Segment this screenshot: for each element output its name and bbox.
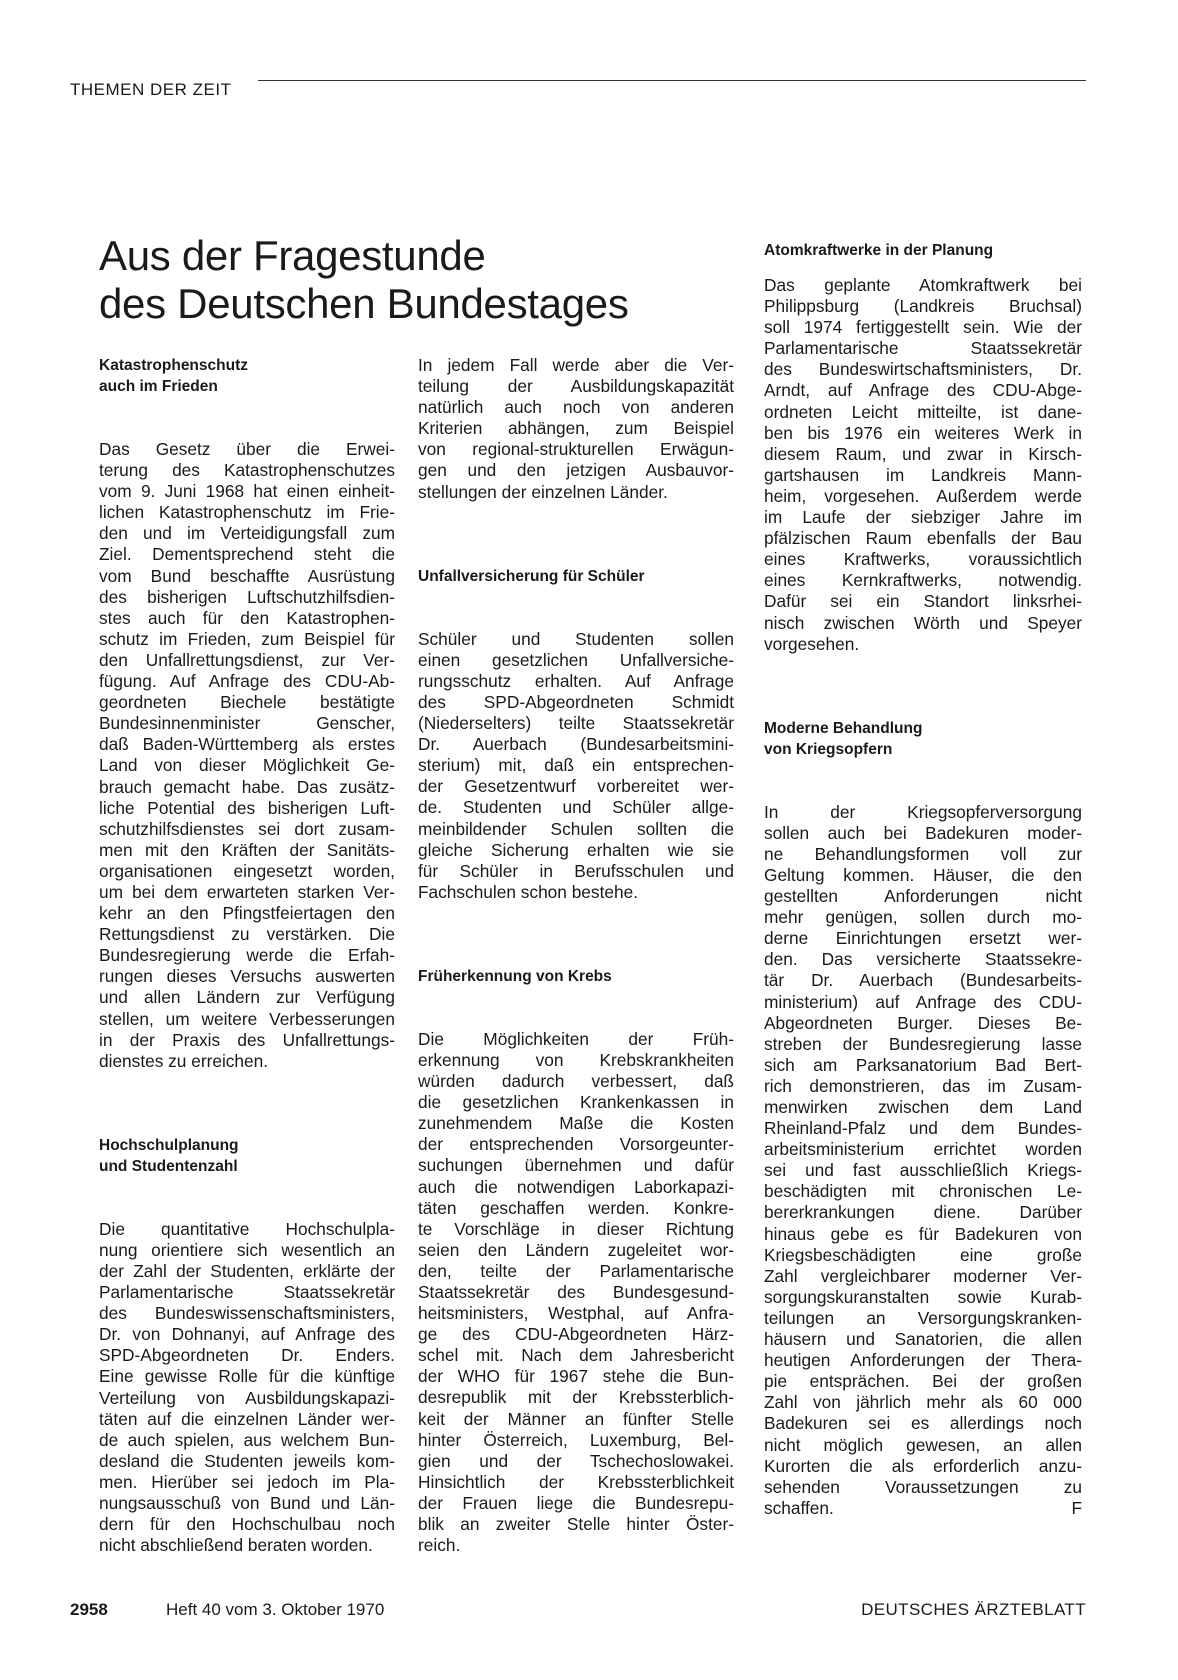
text-line: in der Praxis des Unfallrettungs-	[99, 1029, 395, 1050]
text-line: der WHO für 1967 stehe die Bun-	[418, 1366, 734, 1387]
text-line: SPD-Abgeordneten Dr. Enders.	[99, 1345, 395, 1366]
page-number: 2958	[70, 1600, 108, 1619]
text-line: Die quantitative Hochschulpla-	[99, 1218, 395, 1239]
text-line: Hinsichtlich der Krebssterblichkeit	[418, 1471, 734, 1492]
text-line: stellen, um weitere Verbesserungen	[99, 1008, 395, 1029]
text-line: derne Einrichtungen ersetzt wer-	[764, 928, 1082, 949]
text-line: Zahl vergleichbarer moderner Ver-	[764, 1265, 1082, 1286]
text-line: dern für den Hochschulbau noch	[99, 1514, 395, 1535]
text-line: sorgungskuranstalten sowie Kurab-	[764, 1286, 1082, 1307]
subheading-atomkraftwerke: Atomkraftwerke in der Planung	[764, 242, 994, 259]
text-line: Parlamentarische Staatssekretär	[99, 1282, 395, 1303]
paragraph	[99, 439, 395, 1072]
subheading-line: von Kriegsopfern	[764, 740, 893, 758]
text-line: um bei dem erwarteten starken Ver-	[99, 881, 395, 902]
text-line: des SPD-Abgeordneten Schmidt	[418, 691, 734, 712]
text-line: desrepublik mit der Krebssterblich-	[418, 1387, 734, 1408]
column-2	[418, 355, 734, 1556]
text-line: Die Möglichkeiten der Früh-	[418, 1028, 734, 1049]
article-title	[99, 232, 739, 328]
text-line: daß Baden-Württemberg als erstes	[99, 734, 395, 755]
text-line: häusern und Sanatorien, die allen	[764, 1329, 1082, 1350]
text-line: Bundesinnenminister Genscher,	[99, 713, 395, 734]
text-line: desland die Studenten jeweils kom-	[99, 1450, 395, 1471]
text-line: In jedem Fall werde aber die Ver-	[418, 355, 734, 375]
title-line-1: Aus der Fragestunde	[99, 232, 486, 279]
text-line: Parlamentarische Staatssekretär	[764, 338, 1082, 359]
text-line: für Schüler in Berufsschulen und	[418, 860, 734, 881]
section-label: THEMEN DER ZEIT	[70, 80, 232, 99]
text-line: terung des Katastrophenschutzes	[99, 460, 395, 481]
text-line: menwirken zwischen dem Land	[764, 1097, 1082, 1117]
text-line: ben bis 1976 ein weiteres Werk in	[764, 422, 1082, 443]
text-line: gartshausen im Landkreis Mann-	[764, 464, 1082, 485]
text-line: Dafür sei ein Standort linksrhei-	[764, 591, 1082, 612]
paragraph	[418, 355, 734, 503]
text-line: blik an zweiter Stelle hinter Öster-	[418, 1514, 734, 1535]
text-line: gleiche Sicherung erhalten wie sie	[418, 839, 734, 860]
author-signature: F	[1071, 1497, 1082, 1518]
text-line: ordneten Leicht mitteilte, ist dane-	[764, 401, 1082, 422]
text-line: Land von dieser Möglichkeit Ge-	[99, 755, 395, 776]
text-line: schaffen. F	[764, 1497, 1082, 1518]
text-line: schutz im Frieden, zum Beispiel für	[99, 628, 395, 649]
paragraph	[764, 275, 1082, 655]
text-line: Badekuren sei es allerdings noch	[764, 1413, 1082, 1434]
text-line: men. Hierüber sei jedoch im Pla-	[99, 1471, 395, 1492]
text-line: Rettungsdienst zu verstärken. Die	[99, 924, 395, 945]
text-line: te Vorschläge in dieser Richtung	[418, 1218, 734, 1239]
text-line: Staatssekretär des Bundesgesund-	[418, 1282, 734, 1302]
text-line: nungsausschuß von Bund und Län-	[99, 1493, 395, 1514]
text-line: des Bundeswissenschaftsministers,	[99, 1303, 395, 1324]
text-line: Das Gesetz über die Erwei-	[99, 439, 395, 459]
paragraph	[418, 629, 734, 903]
subheading-line: Hochschulplanung	[99, 1136, 239, 1154]
text-line: sich am Parksanatorium Bad Bert-	[764, 1054, 1082, 1075]
text-line: meinbildender Schulen sollten die	[418, 818, 734, 839]
column-1	[99, 355, 395, 1556]
text-line: den, teilte der Parlamentarische	[418, 1260, 734, 1281]
text-line: gestellten Anforderungen nicht	[764, 886, 1082, 907]
text-line: vom 9. Juni 1968 hat einen einheit-	[99, 481, 395, 502]
text-line: Zahl von jährlich mehr als 60 000	[764, 1392, 1082, 1413]
text-line: eines Kraftwerks, voraussichtlich	[764, 549, 1082, 570]
text-line: sollen auch bei Badekuren moder-	[764, 822, 1082, 843]
text-line: täten geschaffen werden. Konkre-	[418, 1197, 734, 1218]
text-line: den und im Verteidigungsfall zum	[99, 523, 395, 544]
text-line: fügung. Auf Anfrage des CDU-Ab-	[99, 671, 395, 692]
text-line: ne Behandlungsformen voll zur	[764, 843, 1082, 864]
paragraph	[764, 802, 1082, 1519]
text-line: streben der Bundesregierung lasse	[764, 1033, 1082, 1054]
text-line: Verteilung von Ausbildungskapazi-	[99, 1387, 395, 1408]
text-line: den. Das versicherte Staatssekre-	[764, 949, 1082, 970]
text-line: de. Studenten und Schüler allge-	[418, 797, 734, 818]
text-line: nicht möglich gewesen, an allen	[764, 1434, 1082, 1455]
text-line: Kurorten die als erforderlich anzu-	[764, 1455, 1082, 1476]
text-line: gen und den jetzigen Ausbauvor-	[418, 460, 734, 481]
text-line: sehenden Voraussetzungen zu	[764, 1476, 1082, 1497]
text-line: ge des CDU-Abgeordneten Härz-	[418, 1324, 734, 1345]
text-line: der entsprechenden Vorsorgeunter-	[418, 1134, 734, 1155]
text-line: im Laufe der siebziger Jahre im	[764, 507, 1082, 528]
subheading-unfallversicherung: Unfallversicherung für Schüler	[418, 567, 645, 585]
text-line: Abgeordneten Burger. Dieses Be-	[764, 1012, 1082, 1033]
text-line: würden dadurch verbessert, daß	[418, 1071, 734, 1092]
subheading-kriegsopfer	[764, 718, 1082, 760]
text-line: Dr. von Dohnanyi, auf Anfrage des	[99, 1324, 395, 1345]
text-line: vorgesehen.	[764, 633, 860, 654]
text-line: einen gesetzlichen Unfallversiche-	[418, 649, 734, 670]
text-line: sei und fast ausschließlich Kriegs-	[764, 1160, 1082, 1181]
text-line: den Unfallrettungsdienst, zur Ver-	[99, 649, 395, 670]
text-line: die gesetzlichen Krankenkassen in	[418, 1092, 734, 1113]
text-line: bererkrankungen diene. Darüber	[764, 1202, 1082, 1223]
text-line: erkennung von Krebskrankheiten	[418, 1049, 734, 1070]
text-line: zunehmendem Maße die Kosten	[418, 1113, 734, 1134]
text-line: hinaus gebe es für Badekuren von	[764, 1223, 1082, 1244]
text-line: der Gesetzentwurf vorbereitet wer-	[418, 776, 734, 797]
text-line: vom Bund beschaffte Ausrüstung	[99, 565, 395, 586]
subheading-line: auch im Frieden	[99, 378, 218, 395]
text-line: kehr an den Pfingstfeiertagen den	[99, 903, 395, 924]
text-line: suchungen übernehmen und dafür	[418, 1155, 734, 1176]
text-line: geordneten Biechele bestätigte	[99, 692, 395, 713]
paragraph	[99, 1219, 395, 1557]
text-line: des Bundeswirtschaftsministers, Dr.	[764, 359, 1082, 380]
text-line: Kriegsbeschädigten eine große	[764, 1244, 1082, 1265]
subheading-line: Moderne Behandlung	[764, 719, 923, 737]
text-line: nung orientiere sich wesentlich an	[99, 1239, 395, 1260]
text-line: beschädigten mit chronischen Le-	[764, 1181, 1082, 1202]
text-line: Eine gewisse Rolle für die künftige	[99, 1366, 395, 1387]
subheading-katastrophenschutz	[99, 355, 395, 397]
subheading-frueherkennung: Früherkennung von Krebs	[418, 967, 612, 985]
text-line: pfälzischen Raum ebenfalls der Bau	[764, 528, 1082, 549]
text-line: täten auf die einzelnen Länder wer-	[99, 1408, 395, 1429]
subheading-hochschulplanung	[99, 1135, 395, 1177]
text-line: heitsministers, Westphal, auf Anfra-	[418, 1303, 734, 1324]
text-line: nisch zwischen Wörth und Speyer	[764, 612, 1082, 633]
text-line: Philippsburg (Landkreis Bruchsal)	[764, 296, 1082, 317]
text-line: brauch gemacht habe. Das zusätz-	[99, 776, 395, 797]
text-line: Arndt, auf Anfrage des CDU-Abge-	[764, 380, 1082, 401]
text-line: Dr. Auerbach (Bundesarbeitsmini-	[418, 734, 734, 755]
text-line: Das geplante Atomkraftwerk bei	[764, 275, 1082, 295]
text-line: men mit den Kräften der Sanitäts-	[99, 839, 395, 860]
issue-info: Heft 40 vom 3. Oktober 1970	[166, 1600, 385, 1619]
text-line: Rheinland-Pfalz und dem Bundes-	[764, 1118, 1082, 1139]
text-line: lichen Katastrophenschutz im Frie-	[99, 502, 395, 523]
text-line: Bundesregierung werde die Erfah-	[99, 945, 395, 966]
text-line: arbeitsministerium errichtet worden	[764, 1139, 1082, 1160]
text-line: schutzhilfsdienstes sei dort zusam-	[99, 818, 395, 839]
text-line: heim, vorgesehen. Außerdem werde	[764, 485, 1082, 506]
text-line: eines Kernkraftwerks, notwendig.	[764, 570, 1082, 591]
text-line: teilungen an Versorgungskranken-	[764, 1307, 1082, 1328]
column-3	[764, 240, 1082, 1519]
title-line-2: des Deutschen Bundestages	[99, 280, 629, 327]
text-line: und allen Ländern zur Verfügung	[99, 987, 395, 1008]
text-line: gien und der Tschechoslowakei.	[418, 1450, 734, 1471]
journal-name: DEUTSCHES ÄRZTEBLATT	[861, 1600, 1086, 1619]
text-line: organisationen eingesetzt worden,	[99, 860, 395, 881]
text-line: von regional-strukturellen Erwägun-	[418, 439, 734, 460]
text-line: Kriterien abhängen, zum Beispiel	[418, 418, 734, 439]
text-line: auch die notwendigen Laborkapazi-	[418, 1176, 734, 1197]
text-line: rich demonstrieren, das im Zusam-	[764, 1075, 1082, 1096]
text-line: heutigen Anforderungen der Thera-	[764, 1350, 1082, 1371]
subheading-line: Katastrophenschutz	[99, 357, 248, 374]
text-line: liche Potential des bisherigen Luft-	[99, 797, 395, 818]
text-line: Ziel. Dementsprechend steht die	[99, 544, 395, 565]
text-line: hinter Österreich, Luxemburg, Bel-	[418, 1429, 734, 1450]
text-line: der Frauen liege die Bundesrepu-	[418, 1492, 734, 1513]
text-line: der Zahl der Studenten, erklärte der	[99, 1261, 395, 1281]
subheading-line: und Studentenzahl	[99, 1157, 238, 1175]
text-line: Geltung kommen. Häuser, die den	[764, 864, 1082, 885]
text-line: pie entsprächen. Bei der großen	[764, 1371, 1082, 1392]
text-line: schel mit. Nach dem Jahresbericht	[418, 1345, 734, 1366]
text-line: reich.	[418, 1535, 461, 1556]
text-line: natürlich auch noch von anderen	[418, 397, 734, 418]
text-line: des bisherigen Luftschutzhilfsdien-	[99, 586, 395, 607]
text-line: ministerium) auf Anfrage des CDU-	[764, 991, 1082, 1012]
text-line: stellungen der einzelnen Länder.	[418, 481, 668, 502]
text-line: dienstes zu erreichen.	[99, 1050, 269, 1071]
text-line: keit der Männer an fünfter Stelle	[418, 1408, 734, 1429]
running-header	[70, 80, 1086, 102]
text-line: tär Dr. Auerbach (Bundesarbeits-	[764, 970, 1082, 991]
text-line: In der Kriegsopferversorgung	[764, 801, 1082, 822]
text-line: de auch spielen, aus welchem Bun-	[99, 1429, 395, 1450]
header-rule	[258, 80, 1086, 81]
text-line: teilung der Ausbildungskapazität	[418, 376, 734, 397]
text-line: (Niederselters) teilte Staatssekretär	[418, 713, 734, 734]
text-line: rungen dieses Versuchs auswerten	[99, 966, 395, 987]
page-footer	[70, 1600, 1086, 1622]
text-line: sterium) mit, daß ein entsprechen-	[418, 755, 734, 776]
text-line: Fachschulen schon bestehe.	[418, 881, 638, 902]
text-line: seien den Ländern zugeleitet wor-	[418, 1239, 734, 1260]
text-line: soll 1974 fertiggestellt sein. Wie der	[764, 317, 1082, 338]
text-line: nicht abschließend beraten worden.	[99, 1535, 373, 1556]
text-line: mehr genügen, sollen durch mo-	[764, 907, 1082, 928]
text-line: stes auch für den Katastrophen-	[99, 607, 395, 628]
text-line: Schüler und Studenten sollen	[418, 628, 734, 649]
paragraph	[418, 1029, 734, 1556]
text-line: rungsschutz erhalten. Auf Anfrage	[418, 670, 734, 691]
text-line: diesem Raum, und zwar in Kirsch-	[764, 443, 1082, 464]
